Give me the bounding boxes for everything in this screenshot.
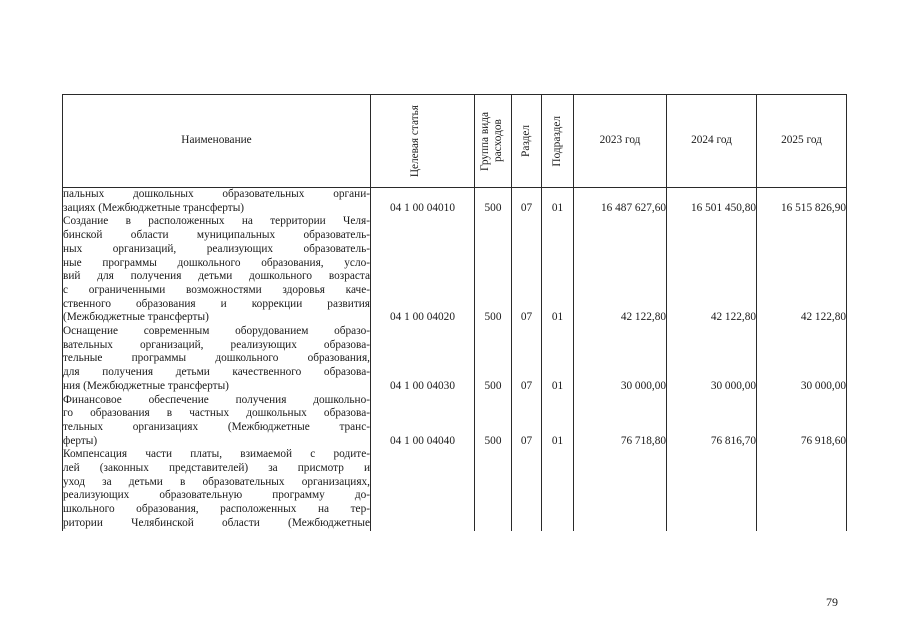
empty-cell [512,448,542,530]
name-line: Компенсация части платы, взимаемой с родите- [63,448,370,461]
cell-section: 07 [512,325,542,394]
cell-group: 500 [475,394,512,449]
row-name [63,325,371,394]
name-line: Создание в расположенных на территории Челя- [63,215,370,228]
header-2024: 2024 год [667,95,757,188]
table-row [63,215,847,325]
header-subsection: Подраздел [542,95,574,188]
name-line: ные программы дошкольного образования, усло- [63,256,370,269]
cell-section: 07 [512,394,542,449]
empty-cell [475,448,512,530]
cell-target: 04 1 00 04040 [371,394,475,449]
name-line: с ограниченными возможностями здоровья каче- [63,283,370,296]
cell-subsection: 01 [542,394,574,449]
cell-2025: 42 122,80 [757,215,847,325]
cell-target: 04 1 00 04010 [371,188,475,216]
table-row [63,394,847,449]
name-line: школьного образования, расположенных на тер- [63,503,370,516]
cell-2023: 30 000,00 [574,325,667,394]
cell-2025: 16 515 826,90 [757,188,847,216]
empty-cell [667,448,757,530]
cell-subsection: 01 [542,325,574,394]
header-row [63,95,847,188]
table-row-continued [63,448,847,530]
cell-target: 04 1 00 04030 [371,325,475,394]
table-body [63,188,847,531]
header-2023: 2023 год [574,95,667,188]
cell-2024: 42 122,80 [667,215,757,325]
empty-cell [542,448,574,530]
name-line: (Межбюджетные трансферты) [63,311,209,324]
empty-cell [371,448,475,530]
name-line: тельных организациях (Межбюджетные транс- [63,420,370,433]
name-line: для получения детьми качественного образова- [63,366,370,379]
name-line: го образования в частных дошкольных образова- [63,407,370,420]
name-line: ных организаций, реализующих образователь- [63,242,370,255]
empty-cell [574,448,667,530]
table-row [63,325,847,394]
header-target: Целевая статья [371,95,475,188]
cell-2025: 76 918,60 [757,394,847,449]
cell-group: 500 [475,188,512,216]
cell-2023: 76 718,80 [574,394,667,449]
name-line: вательных организаций, реализующих образова- [63,338,370,351]
row-name [63,394,371,449]
name-line: уход за детьми в образовательных организациях, [63,475,370,488]
empty-cell [757,448,847,530]
name-line: ственного образования и коррекции развития [63,297,370,310]
header-2025: 2025 год [757,95,847,188]
cell-group: 500 [475,325,512,394]
name-line: зациях (Межбюджетные трансферты) [63,201,245,214]
name-line: ритории Челябинской области (Межбюджетные [63,516,370,529]
name-line: лей (законных представителей) за присмотр и [63,462,370,475]
cell-subsection: 01 [542,215,574,325]
cell-2025: 30 000,00 [757,325,847,394]
name-line: Оснащение современным оборудованием образо- [63,325,370,338]
row-name [63,448,371,530]
name-line: Финансовое обеспечение получения дошкольно- [63,393,370,406]
cell-subsection: 01 [542,188,574,216]
table-row [63,188,847,216]
page-number: 79 [826,595,838,609]
name-line: бинской области муниципальных образователь- [63,229,370,242]
header-section: Раздел [512,95,542,188]
cell-section: 07 [512,188,542,216]
cell-2023: 16 487 627,60 [574,188,667,216]
name-line: пальных дошкольных образовательных органи- [63,188,370,200]
cell-2023: 42 122,80 [574,215,667,325]
cell-section: 07 [512,215,542,325]
cell-2024: 30 000,00 [667,325,757,394]
name-line: ния (Межбюджетные трансферты) [63,379,229,392]
name-line: ферты) [63,434,98,447]
row-name [63,188,371,216]
name-line: вий для получения детьми дошкольного возраста [63,270,370,283]
budget-table [62,94,847,531]
header-group: Группа вида расходов [475,95,512,188]
row-name [63,215,371,325]
header-name: Наименование [63,95,371,188]
name-line: тельные программы дошкольного образования, [63,352,370,365]
name-line: реализующих образовательную программу до- [63,489,370,502]
cell-2024: 76 816,70 [667,394,757,449]
cell-target: 04 1 00 04020 [371,215,475,325]
cell-2024: 16 501 450,80 [667,188,757,216]
cell-group: 500 [475,215,512,325]
